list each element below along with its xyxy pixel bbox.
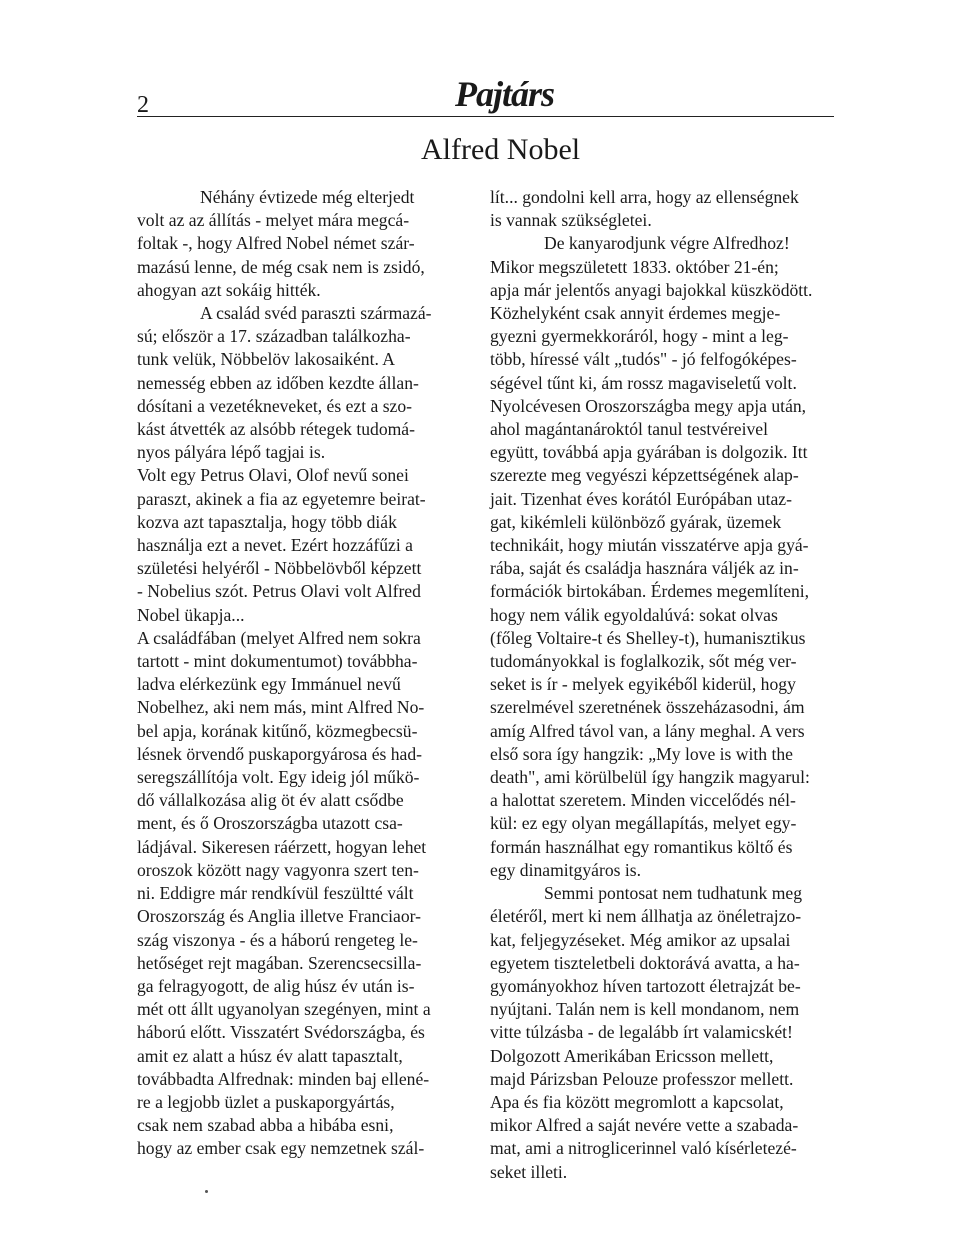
article-line: kat, feljegyzéseket. Még amikor az upsalai <box>490 929 791 950</box>
article-line: formációk birtokában. Érdemes megemlíteni, <box>490 581 810 602</box>
article-line: (főleg Voltaire-t és Shelley-t), humanisztikus <box>490 627 806 648</box>
article-line: szág viszonya - és a háború rengeteg le- <box>137 929 418 950</box>
article-line: ahol magántanároktól tanul testvéreivel <box>490 419 768 440</box>
article-line: Oroszország és Anglia illetve Franciaor- <box>137 906 421 927</box>
article-line: mazású lenne, de még csak nem is zsidó, <box>137 256 425 277</box>
article-line: Dolgozott Amerikában Ericsson mellett, <box>490 1045 774 1066</box>
article-line: foltak -, hogy Alfred Nobel német szár- <box>137 233 415 254</box>
article-line: re a legjobb üzlet a puskaporgyártás, <box>137 1091 395 1112</box>
article-line: születési helyéről - Nöbbelövből képzett <box>137 558 422 579</box>
article-line: seket illeti. <box>490 1161 568 1182</box>
article-line: hogy az ember csak egy nemzetnek szál- <box>137 1138 425 1159</box>
article-line: Semmi pontosat nem tudhatunk meg <box>544 883 803 904</box>
article-line: szerelmével szeretnének összeházasodni, ám <box>490 697 805 718</box>
article-line: gyományokhoz híven tartozott életrajzát be- <box>490 975 801 996</box>
masthead-logo: Pajtárs <box>455 74 555 114</box>
article-line: több, híressé vált „tudós" - jó felfogóképes- <box>490 349 797 370</box>
article-line: egyetem tiszteletbeli doktorává avatta, a ha- <box>490 952 800 973</box>
article-line: formán használhat egy romantikus költő és <box>490 836 793 857</box>
article-title: Alfred Nobel <box>421 133 581 166</box>
article-line: - Nobelius szót. Petrus Olavi volt Alfred <box>137 581 421 602</box>
article-line: paraszt, akinek a fia az egyetemre beirat- <box>137 488 426 509</box>
page-number: 2 <box>137 92 149 118</box>
footer-dot <box>205 1190 208 1193</box>
article-line: ment, és ő Oroszországba utazott csa- <box>137 813 403 834</box>
article-line: oroszok között nagy vagyonra szert ten- <box>137 859 419 880</box>
article-line: dósítani a vezetékneveket, és ezt a szo- <box>137 395 413 416</box>
article-line: seket is ír - melyek egyikéből kiderül, hogy <box>490 674 796 695</box>
article-line: együtt, továbbá apja gyárában is dolgozik. Itt <box>490 442 808 463</box>
article-line: sú; először a 17. században találkozha- <box>137 326 411 347</box>
article-line: vitte túlzásba - de legalább írt valamicskét! <box>490 1022 793 1043</box>
left-column <box>137 186 472 1161</box>
article-line: életéről, mert ki nem állhatja az önéletrajzo- <box>490 906 802 927</box>
article-line: ahogyan azt sokáig hitték. <box>137 279 321 300</box>
article-line: ga felragyogott, de alig húsz év után is- <box>137 975 415 996</box>
article-line: mat, ami a nitroglicerinnel való kísérletezé- <box>490 1138 797 1159</box>
article-line: mikor Alfred a saját nevére vette a szabada- <box>490 1115 799 1136</box>
article-line: hogy nem válik egyoldalúvá: sokat olvas <box>490 604 778 625</box>
article-line: tunk velük, Nöbbelöv lakosaiként. A <box>137 349 396 370</box>
article-line: hetőséget rejt magában. Szerencsecsilla- <box>137 952 422 973</box>
article-line: háború előtt. Visszatért Svédországba, és <box>137 1022 425 1043</box>
article-line: kozva azt tapasztalja, hogy több diák <box>137 511 397 532</box>
article-line: lít... gondolni kell arra, hogy az ellenségnek <box>490 187 799 207</box>
article-line: Volt egy Petrus Olavi, Olof nevű sonei <box>137 465 409 486</box>
article-line: seregszállítója volt. Egy ideig jól műkö- <box>137 767 420 788</box>
article-line: rába, saját és családja hasznára váljék az in- <box>490 558 799 579</box>
article-line: lésnek örvendő puskaporgyárosa és had- <box>137 743 423 764</box>
article-line: Nyolcévesen Oroszországba megy apja után, <box>490 395 807 416</box>
article-line: ládjával. Sikeresen ráérzett, hogyan lehet <box>137 836 427 857</box>
article-line: volt az az állítás - melyet mára megcá- <box>137 210 410 231</box>
article-line: apja már jelentős anyagi bajokkal küszködött. <box>490 279 813 300</box>
article-line: gyezni gyermekkoráról, hogy - mint a leg- <box>490 326 789 347</box>
article-line: Mikor megszületett 1833. október 21-én; <box>490 256 779 277</box>
article-line: nyújtani. Talán nem is kell mondanom, nem <box>490 999 800 1020</box>
article-line: Néhány évtizede még elterjedt <box>200 187 415 207</box>
article-line: a halottat szeretem. Minden viccelődés nél- <box>490 790 796 811</box>
article-line: ségével tűnt ki, ám rossz magaviseletű volt. <box>490 372 797 393</box>
article-line: tartott - mint dokumentumot) továbbha- <box>137 651 418 672</box>
article-line: egy dinamitgyáros is. <box>490 859 641 880</box>
article-line: amit ez alatt a húsz év alatt tapasztalt, <box>137 1045 403 1066</box>
article-line: jait. Tizenhat éves korától Európában utaz- <box>490 488 792 509</box>
article-line: A család svéd paraszti származá- <box>200 303 432 324</box>
article-line: gat, kikémleli különböző gyárak, üzemek <box>490 511 782 532</box>
article-line: kást átvették az alsóbb rétegek tudomá- <box>137 419 415 440</box>
article-line: dő vállalkozása alig öt év alatt csődbe <box>137 790 404 811</box>
article-line: első sora így hangzik: „My love is with the <box>490 743 793 764</box>
article-line: Közhelyként csak annyit érdemes megje- <box>490 303 781 324</box>
article-line: ladva elérkezünk egy Immánuel nevű <box>137 674 401 695</box>
article-line: szerezte meg vegyészi képzettségének alap- <box>490 465 799 486</box>
article-line: nyos pályára lépő tagjai is. <box>137 442 326 463</box>
article-line: Nobelhez, aki nem más, mint Alfred No- <box>137 697 425 718</box>
article-line: ni. Eddigre már rendkívül feszültté vált <box>137 883 414 904</box>
article-line: Nobel ükapja... <box>137 604 245 625</box>
article-line: amíg Alfred távol van, a lány meghal. A vers <box>490 720 805 741</box>
article-line: is vannak szükségletei. <box>490 210 652 231</box>
right-column <box>490 186 842 1184</box>
article-line: bel apja, korának kitűnő, közmegbecsü- <box>137 720 418 741</box>
article-line: csak nem szabad abba a hibába esni, <box>137 1115 394 1136</box>
article-line: A családfában (melyet Alfred nem sokra <box>137 627 421 648</box>
article-line: mét ott állt ugyanolyan szegényen, mint a <box>137 999 431 1020</box>
article-line: nemesség ebben az időben kezdte állan- <box>137 372 419 393</box>
article-line: technikáit, hogy miután visszatérve apja gyá- <box>490 535 809 556</box>
article-line: kül: ez egy olyan megállapítás, melyet egy- <box>490 813 797 834</box>
article-line: továbbadta Alfrednak: minden baj ellené- <box>137 1068 430 1089</box>
article-line: death", ami körülbelül így hangzik magyarul: <box>490 767 810 788</box>
article-line: majd Párizsban Pelouze professzor mellett. <box>490 1068 794 1089</box>
header-rule <box>137 116 834 117</box>
article-line: használja ezt a nevet. Ezért hozzáfűzi a <box>137 535 413 556</box>
article-line: De kanyarodjunk végre Alfredhoz! <box>544 233 790 254</box>
article-line: Apa és fia között megromlott a kapcsolat, <box>490 1091 784 1112</box>
article-line: tudományokkal is foglalkozik, sőt még ver- <box>490 651 797 672</box>
